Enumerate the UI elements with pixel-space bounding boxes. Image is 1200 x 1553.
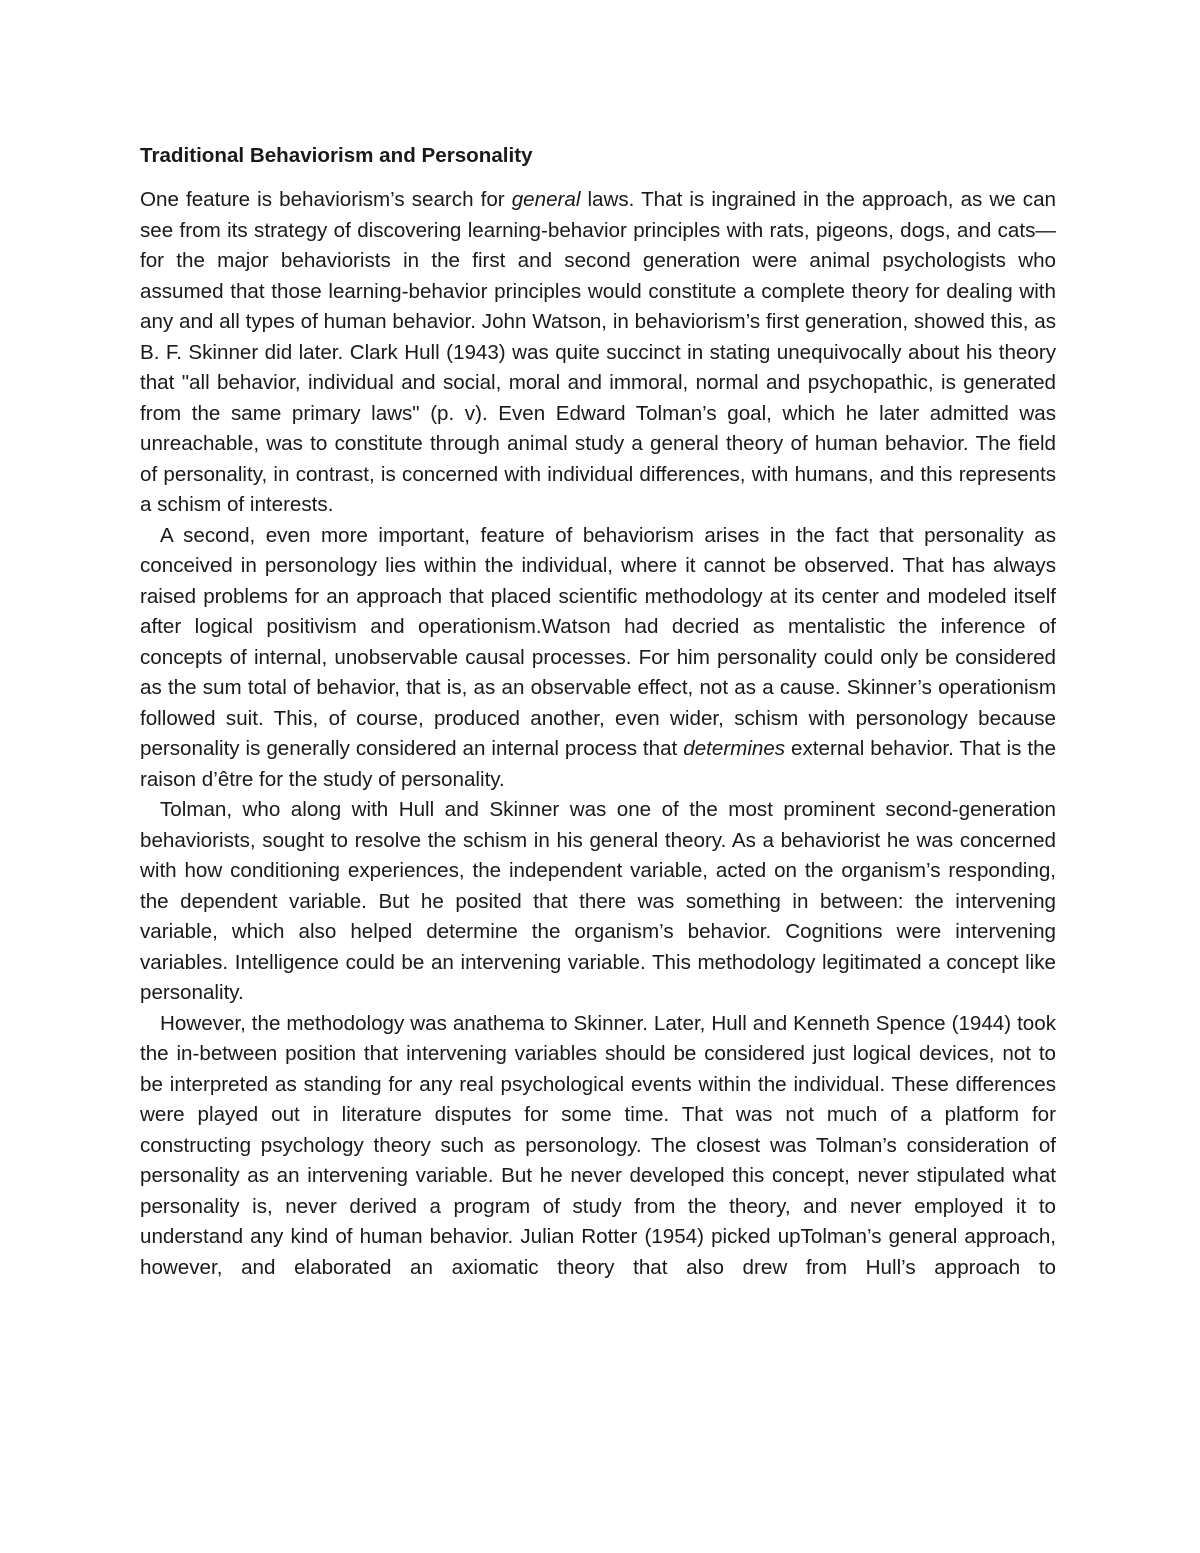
paragraph-text: A second, even more important, feature of behaviorism arises in the fact that personality as conceived in personology lies within the individual, where it cannot be observed. That has always raised problems for an approach that placed scientific methodology at its center and modeled itself after logical positivism and operationism.Watson had decried as mentalistic the inference of concepts of internal, unobservable causal processes. For him personality could only be considered as the sum total of behavior, that is, as an observable effect, not as a cause. Skinner’s operationism followed suit. This, of course, produced another, even wider, schism with personology because personality is generally considered an internal process that bbox=[140, 523, 1056, 760]
paragraph-1 bbox=[140, 185, 1056, 521]
paragraph-3 bbox=[140, 795, 1056, 1009]
paragraph-text: Tolman, who along with Hull and Skinner was one of the most prominent second-generation behaviorists, sought to resolve the schism in his general theory. As a behaviorist he was concerned with how conditioning experiences, the independent variable, acted on the organism’s responding, the dependent variable. But he posited that there was something in between: the intervening variable, which also helped determine the organism’s behavior. Cognitions were intervening variables. Intelligence could be an intervening variable. This methodology legitimated a concept like personality. bbox=[140, 798, 1056, 1004]
paragraph-text: laws. That is ingrained in the approach, as we can see from its strategy of discovering learning-behavior principles with rats, pigeons, dogs, and cats—for the major behaviorists in the first and second generation were animal psychologists who assumed that those learning-behavior principles would constitute a complete theory for dealing with any and all types of human behavior. John Watson, in behaviorism’s first generation, showed this, as B. F. Skinner did later. Clark Hull (1943) was quite succinct in stating unequivocally about his theory that "all behavior, individual and social, moral and immoral, normal and psychopathic, is generated from the same primary laws" (p. v). Even Edward Tolman’s goal, which he later admitted was unreachable, was to constitute through animal study a general theory of human behavior. The field of personality, in contrast, is concerned with individual differences, with humans, and this represents a schism of interests. bbox=[140, 188, 1056, 516]
paragraph-text: One feature is behaviorism’s search for bbox=[140, 188, 512, 211]
section-heading: Traditional Behaviorism and Personality bbox=[140, 144, 533, 167]
paragraph-text: external behavior. That is the raison d’être for the study of personality. bbox=[140, 737, 1056, 791]
emphasis-text: determines bbox=[683, 737, 786, 760]
paragraph-text: However, the methodology was anathema to Skinner. Later, Hull and Kenneth Spence (1944) took the in-between position that intervening variables should be considered just logical devices, not to be interpreted as standing for any real psychological events within the individual. These differences were played out in literature disputes for some time. That was not much of a platform for constructing psychology theory such as personology. The closest was Tolman’s consideration of personality as an intervening variable. But he never developed this concept, never stipulated what personality is, never derived a program of study from the theory, and never employed it to understand any kind of human behavior. Julian Rotter (1954) picked upTolman’s general approach, however, and elaborated an axiomatic theory that also drew from Hull’s approach to bbox=[140, 1011, 1056, 1279]
emphasis-text: general bbox=[511, 188, 581, 211]
paragraph-4 bbox=[140, 1009, 1056, 1284]
document-body bbox=[140, 141, 1056, 1283]
paragraph-2 bbox=[140, 521, 1056, 796]
